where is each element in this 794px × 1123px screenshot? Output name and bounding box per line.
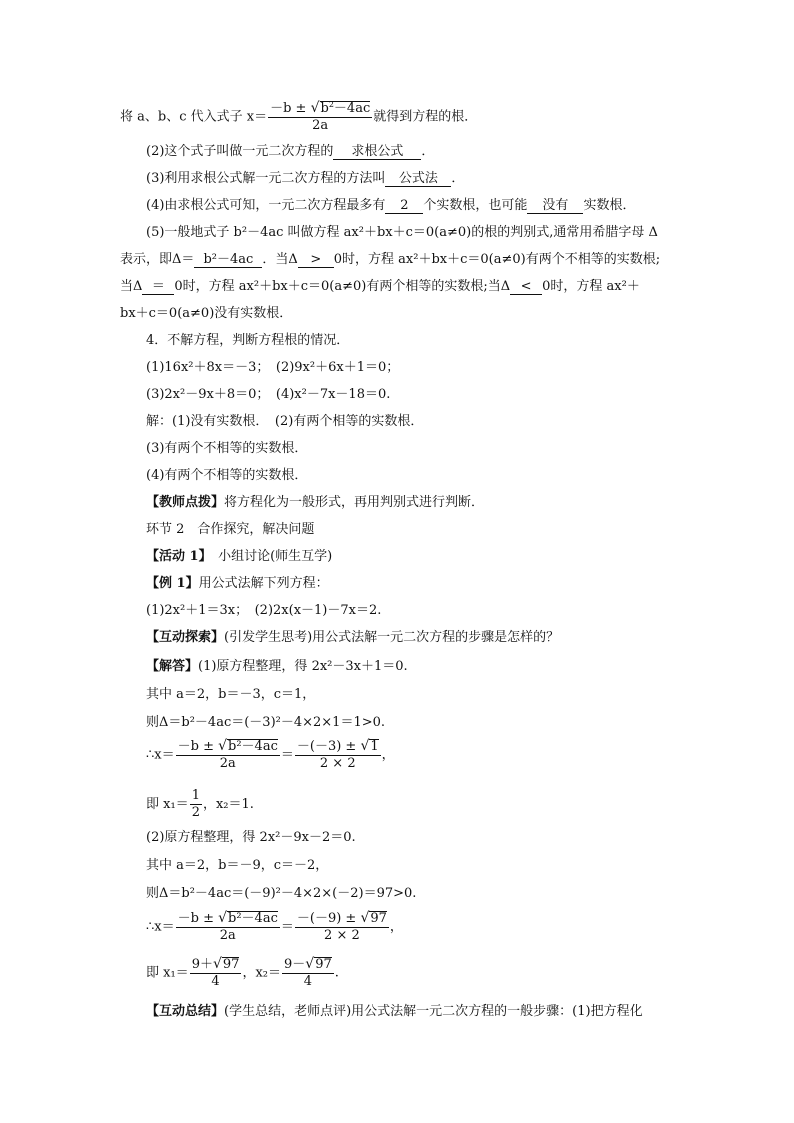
text: ∴x＝ <box>146 919 175 935</box>
text: (1)2x²＋1＝3x； (2)2x(x－1)－7x＝2. <box>146 603 382 618</box>
fraction: $\frac{9+√97}{4}$ <box>191 956 240 989</box>
denominator: 2a <box>219 928 236 943</box>
example-1-equations <box>146 602 381 620</box>
section-title <box>146 521 314 539</box>
text: (1)16x²＋8x＝－3； (2)9x²＋6x＋1＝0； <box>146 360 400 375</box>
radicand: 97 <box>222 957 240 972</box>
text: ，x₂＝1. <box>202 797 254 812</box>
numerator-text: －b ± <box>177 739 219 754</box>
blank-answer: 公式法 <box>385 171 451 187</box>
blank-answer: ＝ <box>142 279 174 295</box>
text: 0时，方程 ax²＋bx＋c＝0(a≠0)有两个相等的实数根;当Δ <box>174 279 511 294</box>
text: (5)一般地式子 b²－4ac 叫做方程 ax²＋bx＋c＝0(a≠0)的根的判别式,通常用希腊字母 Δ <box>146 225 658 240</box>
numerator-text: 9－ <box>283 957 306 972</box>
text: ， <box>381 747 395 763</box>
interactive-summary <box>146 1003 643 1021</box>
radicand: b²－4ac <box>228 911 278 926</box>
text: (4)由求根公式可知，一元二次方程最多有 <box>146 198 386 213</box>
text: (引发学生思考)用公式法解一元二次方程的步骤是怎样的？ <box>224 630 560 645</box>
solution-1-line3 <box>146 714 385 732</box>
text: (3)利用求根公式解一元二次方程的方法叫 <box>146 171 386 186</box>
radicand: b²－4ac <box>228 739 278 754</box>
denominator: 2 × 2 <box>319 756 356 771</box>
answer-12 <box>146 413 423 431</box>
text: (4)有两个不相等的实数根． <box>146 468 308 483</box>
text: 实数根． <box>583 198 636 213</box>
text: ＝ <box>280 919 294 935</box>
text: 0时，方程 ax²＋ <box>542 279 640 294</box>
radicand-rest: －4ac <box>333 101 371 116</box>
fraction <box>190 788 202 821</box>
tag: 【解答】 <box>146 659 199 674</box>
text: 用公式法解下列方程： <box>198 576 329 591</box>
item-3 <box>146 170 464 188</box>
text: 将方程化为一般形式，再用判别式进行判断． <box>224 495 485 510</box>
text: ．当Δ <box>262 252 298 267</box>
interactive-explore <box>146 629 559 647</box>
blank-answer: 2 <box>385 198 423 214</box>
fraction: $\frac{9-√97}{4}$ <box>283 956 332 989</box>
item-5-line1 <box>146 224 658 242</box>
text: 将 a、b、c 代入式子 x＝ <box>120 109 268 125</box>
text: 0时，方程 ax²＋bx＋c＝0(a≠0)有两个不相等的实数根; <box>333 252 661 267</box>
text: 个实数根，也可能 <box>423 198 528 213</box>
item-5-line2 <box>120 251 660 269</box>
text: 表示，即Δ＝ <box>120 252 195 267</box>
formula-line <box>120 100 477 134</box>
text: . <box>334 965 339 981</box>
numerator-text: －b ± <box>270 101 311 116</box>
denominator: 2 × 2 <box>324 928 360 943</box>
fraction: $\frac{\text{－b ± √b²－4ac}}{2a}$ <box>177 738 278 771</box>
text: 即 x₁＝ <box>146 797 189 812</box>
text: ＝ <box>280 747 294 763</box>
fraction: $\frac{-(-3) \pm √1}{2 \times 2}$ <box>296 738 379 771</box>
text: (3)有两个不相等的实数根． <box>146 441 308 456</box>
text: 其中 a＝2，b＝－9，c＝－2， <box>146 858 329 873</box>
solution-2-line3 <box>146 885 416 903</box>
blank-answer: 没有 <box>527 198 583 214</box>
fraction: $\frac{-(-9) \pm √97}{2 \times 2}$ <box>296 910 387 943</box>
root-formula-fraction: $\frac{-b \pm √b^2-4ac}{2a}$ <box>270 100 371 133</box>
text: 即 x₁＝ <box>146 965 189 981</box>
solution-1-line2 <box>146 686 315 704</box>
tag: 【互动探索】 <box>146 630 225 645</box>
text: 其中 a＝2，b＝－3，c＝1， <box>146 687 316 702</box>
solution-2-line2 <box>146 857 328 875</box>
solution-1-result <box>146 788 254 821</box>
radicand: 97 <box>370 911 387 926</box>
text: ， <box>389 919 403 935</box>
item-5-line3 <box>120 278 640 296</box>
question-4-eq12 <box>146 359 399 377</box>
solution-1-formula <box>146 738 395 772</box>
radicand: 97 <box>315 957 332 972</box>
activity-1 <box>146 548 332 566</box>
item-5-line4 <box>120 305 292 323</box>
teacher-tip <box>146 494 484 512</box>
radicand: 1 <box>370 739 379 754</box>
example-1 <box>146 575 329 593</box>
text: 4．不解方程，判断方程根的情况． <box>146 333 350 348</box>
text: 当Δ <box>120 279 143 294</box>
text: 则Δ＝b²－4ac＝(－3)²－4×2×1＝1>0. <box>146 715 386 730</box>
fraction: $\frac{\text{－b ± √b²－4ac}}{2a}$ <box>177 910 278 943</box>
text: ． <box>421 144 435 159</box>
tag: 【互动总结】 <box>146 1004 225 1019</box>
item-4 <box>146 197 635 215</box>
answer-3 <box>146 440 307 458</box>
text: (2)原方程整理，得 2x²－9x－2＝0. <box>146 830 356 845</box>
answer-4 <box>146 467 307 485</box>
blank-answer: > <box>298 252 334 268</box>
question-4-title <box>146 332 349 350</box>
text: bx＋c＝0(a≠0)没有实数根． <box>120 306 293 321</box>
text: (2)这个式子叫做一元二次方程的 <box>146 144 334 159</box>
denominator: 4 <box>211 974 220 989</box>
text: 就得到方程的根． <box>373 109 478 125</box>
text: 则Δ＝b²－4ac＝(－9)²－4×2×(－2)＝97>0. <box>146 886 417 901</box>
text: ． <box>451 171 465 186</box>
numerator-text: －b ± <box>177 911 219 926</box>
solution-2-formula <box>146 910 403 944</box>
tag: 【例 1】 <box>146 576 199 591</box>
solution-1-line1 <box>146 658 408 676</box>
tag: 【活动 1】 <box>146 549 206 564</box>
numerator: 1 <box>191 788 200 803</box>
denominator: 2a <box>219 756 236 771</box>
blank-answer: 求根公式 <box>333 144 421 160</box>
denominator: 2a <box>312 118 329 133</box>
denominator: 2 <box>191 805 200 820</box>
numerator-text: －(－3) ± <box>296 739 361 754</box>
text: 解：(1)没有实数根． (2)有两个相等的实数根． <box>146 414 424 429</box>
text: ，x₂＝ <box>242 965 281 981</box>
text: (学生总结，老师点评)用公式法解一元二次方程的一般步骤：(1)把方程化 <box>224 1004 643 1019</box>
text: (3)2x²－9x＋8＝0； (4)x²－7x－18＝0. <box>146 387 391 402</box>
blank-answer: b²－4ac <box>194 252 262 268</box>
text: (1)原方程整理，得 2x²－3x＋1＝0. <box>198 659 408 674</box>
text: ∴x＝ <box>146 747 175 763</box>
tag: 【教师点拨】 <box>146 495 225 510</box>
numerator-text: －(－9) ± <box>296 911 361 926</box>
text: 小组讨论(师生互学) <box>205 549 333 564</box>
blank-answer: < <box>510 279 542 295</box>
text: 环节 2 合作探究，解决问题 <box>146 522 315 537</box>
item-2 <box>146 143 434 161</box>
numerator-text: 9＋ <box>191 957 213 972</box>
solution-2-line1 <box>146 829 356 847</box>
solution-2-result <box>146 956 339 990</box>
radicand: b <box>320 101 329 116</box>
question-4-eq34 <box>146 386 390 404</box>
denominator: 4 <box>303 974 312 989</box>
